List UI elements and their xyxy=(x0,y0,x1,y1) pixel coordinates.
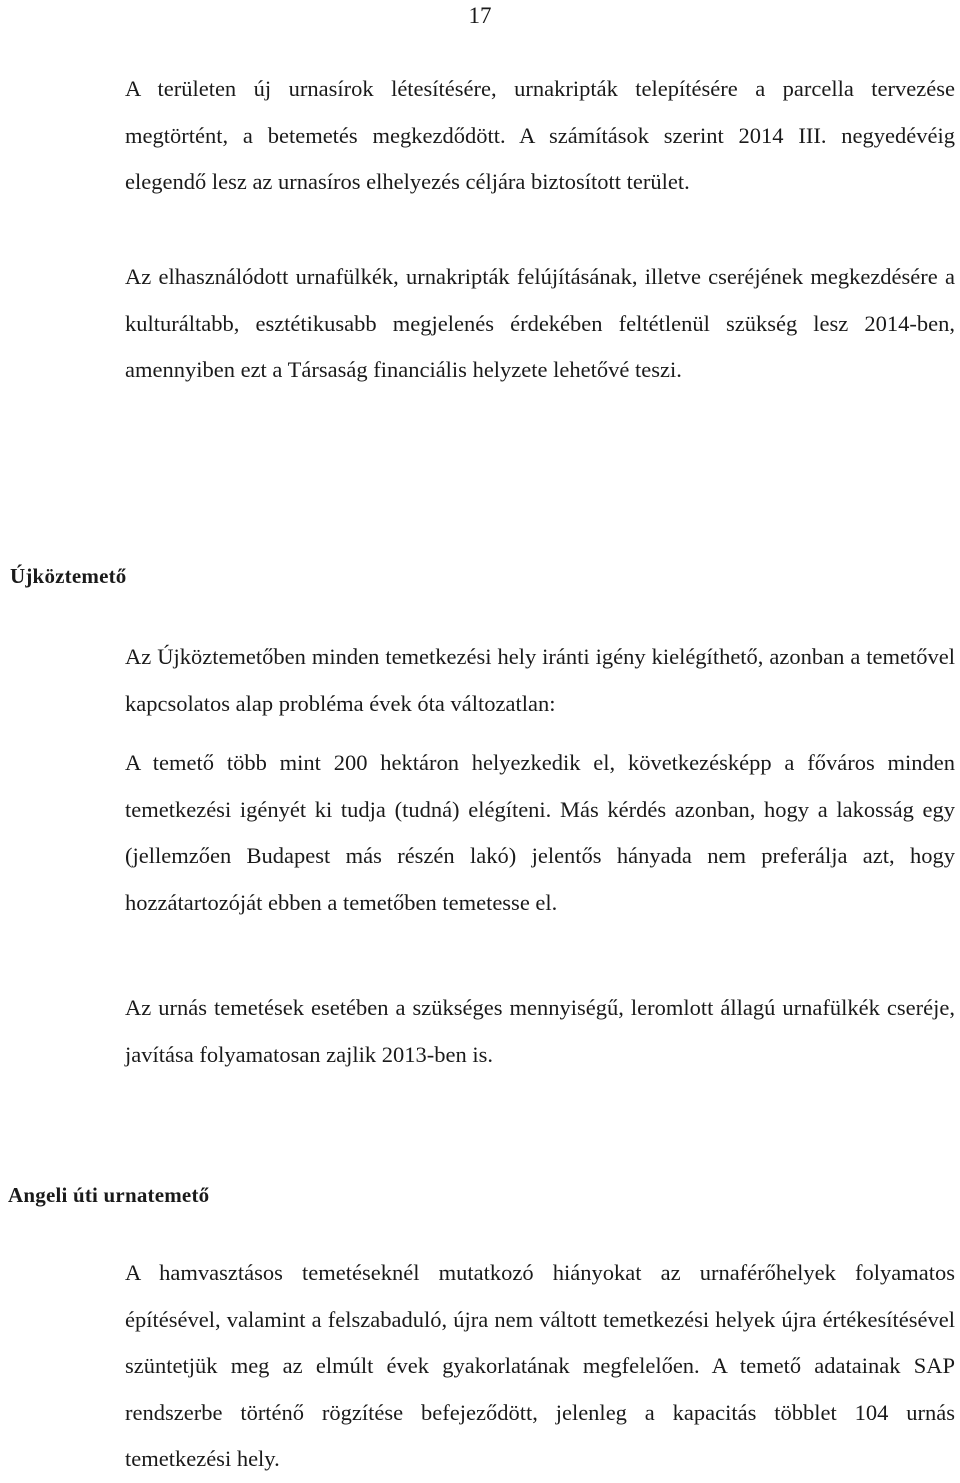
paragraph-urn-graves: A területen új urnasírok létesítésére, urnakripták telepítésére a parcella tervezése megtörtént, a betemetés megkezdődött. A számítások szerint 2014 III. negyedévéig elegendő lesz az urnasíros elhelyezés céljára biztosított terület. xyxy=(125,76,955,194)
paragraph-ujkoztemeto-demand: Az Újköztemetőben minden temetkezési hely iránti igény kielégíthető, azonban a temetővel kapcsolatos alap probléma évek óta változatlan: xyxy=(125,644,955,716)
paragraph-urn-burials: Az urnás temetések esetében a szükséges mennyiségű, leromlott állagú urnafülkék cseréje, javítása folyamatosan zajlik 2013-ben is. xyxy=(125,995,955,1067)
section-heading-ujkoztemeto: Újköztemető xyxy=(10,564,127,588)
section-heading-angeli-uti: Angeli úti urnatemető xyxy=(8,1183,210,1207)
paragraph-angeli-capacity: A hamvasztásos temetéseknél mutatkozó hiányokat az urnaférőhelyek folyamatos építésével, valamint a felszabaduló, újra nem váltott temetkezési helyek újra értékesítésével szüntetjük meg az elmúlt évek gyakorlatának megfelelően. A temető adatainak SAP rendszerbe történő rögzítése befejeződött, jelenleg a kapacitás többlet 104 urnás temetkezési hely. xyxy=(125,1260,955,1471)
paragraph-urn-niche-renovation: Az elhasználódott urnafülkék, urnakripták felújításának, illetve cseréjének megkezdésére a kulturáltabb, esztétikusabb megjelenés érdekében feltétlenül szükség lesz 2014-ben, amennyiben ezt a Társaság financiális helyzete lehetővé teszi. xyxy=(125,264,955,382)
page-number: 17 xyxy=(468,3,492,28)
paragraph-ujkoztemeto-area: A temető több mint 200 hektáron helyezkedik el, következésképp a főváros minden temetkezési igényét ki tudja (tudná) elégíteni. Más kérdés azonban, hogy a lakosság egy (jellemzően Budapest más részén lakó) jelentős hányada nem preferálja azt, hogy hozzátartozóját ebben a temetőben temetesse el. xyxy=(125,750,955,915)
